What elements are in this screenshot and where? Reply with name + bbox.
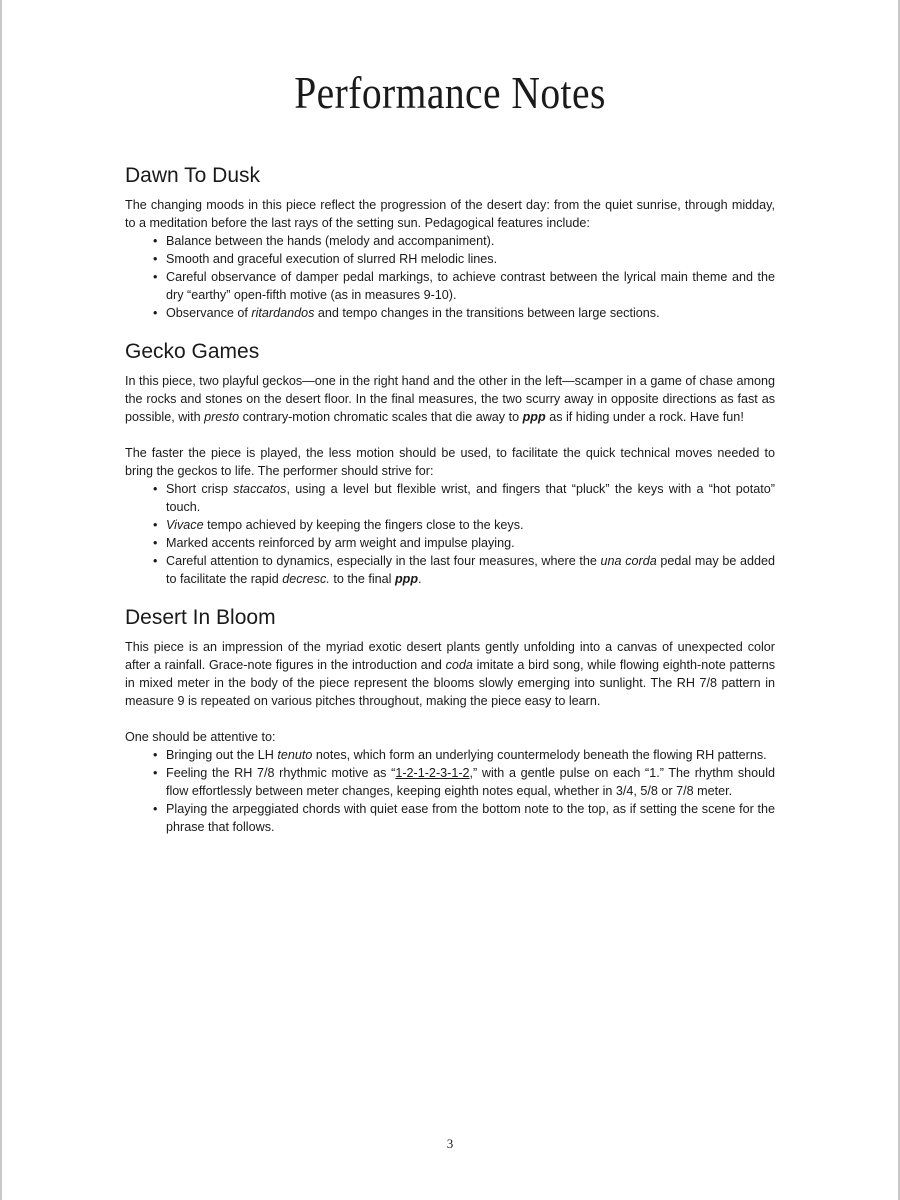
rhythm-pattern: 1-2-1-2-3-1-2 xyxy=(395,766,470,780)
section-dawn-to-dusk xyxy=(125,162,775,322)
section-heading: Gecko Games xyxy=(125,340,260,363)
list-item: • Playing the arpeggiated chords with quiet ease from the bottom note to the top, as if setting the scene for the phrase that follows. xyxy=(166,800,775,836)
list-item: • Careful attention to dynamics, especially in the last four measures, where the una corda pedal may be added to facilitate the rapid decresc. to the final ppp. xyxy=(166,552,775,588)
section-paragraph: This piece is an impression of the myriad exotic desert plants gently unfolding into a canvas of unexpected color after a rainfall. Grace-note figures in the introduction and coda imitate a bird song, while flowing eighth-note patterns in mixed meter in the body of the piece represent the blooms slowly emerging into sunlight. The RH 7/8 pattern in measure 9 is repeated on various pitches throughout, making the piece easy to learn. xyxy=(125,640,775,708)
page-title: Performance Notes xyxy=(294,67,606,118)
feature-list xyxy=(125,746,775,836)
list-item: • Careful observance of damper pedal markings, to achieve contrast between the lyrical main theme and the dry “earthy” open-fifth motive (as in measures 9-10). xyxy=(166,268,775,304)
notes-content xyxy=(125,162,775,836)
list-item: • Smooth and graceful execution of slurred RH melodic lines. xyxy=(166,250,775,268)
list-item: • Bringing out the LH tenuto notes, which form an underlying countermelody beneath the flowing RH patterns. xyxy=(166,746,775,764)
section-paragraph: One should be attentive to: xyxy=(125,730,276,744)
list-item: • Feeling the RH 7/8 rhythmic motive as “1-2-1-2-3-1-2,” with a gentle pulse on each “1.” The rhythm should flow effortlessly between meter changes, keeping eighth notes equal, whether in 3/4, 5/8 or 7/8 meter. xyxy=(166,764,775,800)
section-desert-in-bloom xyxy=(125,604,775,836)
list-item: • Marked accents reinforced by arm weight and impulse playing. xyxy=(166,534,775,552)
page-border-left xyxy=(0,0,2,1200)
section-gecko-games xyxy=(125,338,775,588)
list-item: • Short crisp staccatos, using a level but flexible wrist, and fingers that “pluck” the keys with a “hot potato” touch. xyxy=(166,480,775,516)
section-paragraph: The faster the piece is played, the less motion should be used, to facilitate the quick technical moves needed to bring the geckos to life. The performer should strive for: xyxy=(125,446,775,478)
list-item: • Vivace tempo achieved by keeping the fingers close to the keys. xyxy=(166,516,775,534)
feature-list xyxy=(125,480,775,588)
list-item: • Balance between the hands (melody and accompaniment). xyxy=(166,232,775,250)
section-intro: The changing moods in this piece reflect the progression of the desert day: from the quiet sunrise, through midday, to a meditation before the last rays of the setting sun. Pedagogical features include: xyxy=(125,198,775,230)
section-heading: Desert In Bloom xyxy=(125,606,276,629)
feature-list xyxy=(125,232,775,322)
section-heading: Dawn To Dusk xyxy=(125,164,261,187)
section-paragraph: In this piece, two playful geckos—one in the right hand and the other in the left—scamper in a game of chase among the rocks and stones on the desert floor. In the final measures, the two scurry away in opposite directions as fast as possible, with presto contrary-motion chromatic scales that die away to ppp as if hiding under a rock. Have fun! xyxy=(125,374,775,424)
page-number: 3 xyxy=(446,1136,454,1151)
list-item: • Observance of ritardandos and tempo changes in the transitions between large sections. xyxy=(166,304,775,322)
